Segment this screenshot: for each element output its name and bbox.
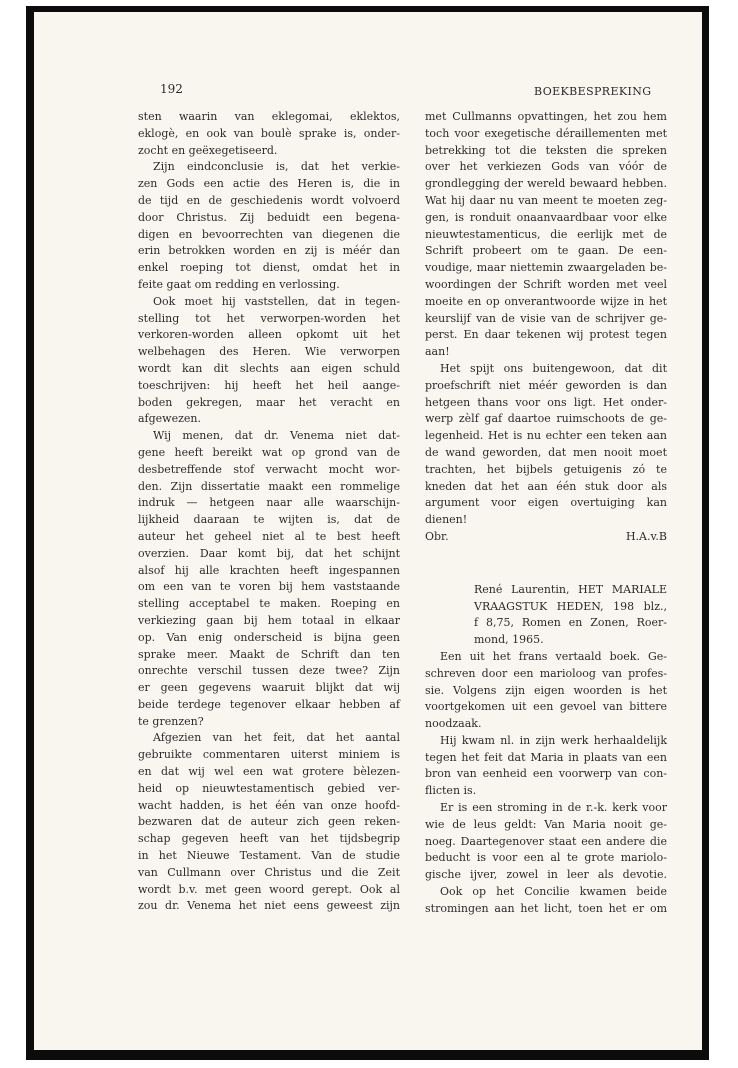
text-line: Ook moet hij vaststellen, dat in tegen- xyxy=(153,294,400,308)
left-column xyxy=(138,109,400,915)
text-line: argument voor eigen overtuiging kan xyxy=(425,496,667,510)
review-heading-line: VRAAGSTUK HEDEN, 198 blz., xyxy=(474,599,667,613)
text-line: noeg. Daartegenover staat een andere die xyxy=(425,834,667,848)
text-line: digen en bevoorrechten van diegenen die xyxy=(138,227,400,241)
right-column xyxy=(425,109,667,918)
text-line: wordt kan dit slechts aan eigen schuld xyxy=(138,361,400,375)
text-line: op. Van enig onderscheid is bijna geen xyxy=(138,630,400,644)
text-line: moeite en op onverantwoorde wijze in het xyxy=(425,294,667,308)
text-line: kneden dat het aan één stuk door als xyxy=(425,479,667,493)
text-line: in het Nieuwe Testament. Van de studie xyxy=(138,849,400,863)
signature-line xyxy=(425,529,667,546)
text-line: grondlegging der wereld bewaard hebben. xyxy=(425,177,667,191)
text-line: lijkheid daaraan te wijten is, dat de xyxy=(138,513,400,527)
text-line: van Cullmann over Christus und die Zeit xyxy=(138,865,400,879)
text-line: flicten is. xyxy=(425,784,477,798)
text-line: indruk — hetgeen naar alle waarschijn- xyxy=(138,496,400,510)
text-line: voudige, maar niettemin zwaargeladen be- xyxy=(425,261,667,275)
text-line: Wij menen, dat dr. Venema niet dat- xyxy=(153,429,400,443)
text-line: erin betrokken worden en zij is méér dan xyxy=(138,244,400,258)
text-line: zou dr. Venema het niet eens geweest zijn xyxy=(138,899,400,913)
text-line: Wat hij daar nu van meent te moeten zeg- xyxy=(425,193,667,207)
text-line: betrekking tot die teksten die spreken xyxy=(425,143,667,157)
text-line: desbetreffende stof verwacht mocht wor- xyxy=(138,462,400,476)
text-line: woordingen der Schrift worden met veel xyxy=(425,277,667,291)
text-line: aan! xyxy=(425,345,450,359)
text-line: legenheid. Het is nu echter een teken aan xyxy=(425,429,667,443)
review-heading-line: mond, 1965. xyxy=(474,633,544,647)
text-line: verkiezing gaan bij hem totaal in elkaar xyxy=(138,613,400,627)
sign-place: Obr. xyxy=(425,529,449,543)
text-line: zocht en geëxegetiseerd. xyxy=(138,143,278,157)
text-line: toeschrijven: hij heeft het heil aange- xyxy=(138,378,400,392)
text-line: eklogè, en ook van boulè sprake is, onder- xyxy=(138,126,400,140)
text-line: te grenzen? xyxy=(138,714,204,728)
text-line: sten waarin van eklegomai, eklektos, xyxy=(138,110,400,123)
review-heading-line: René Laurentin, HET MARIALE xyxy=(474,582,667,596)
text-line: keurslijf van de visie van de schrijver ge- xyxy=(425,311,667,325)
review-heading-line: f 8,75, Romen en Zonen, Roer- xyxy=(474,616,667,630)
running-title: BOEKBESPREKING xyxy=(534,85,652,98)
text-line: Afgezien van het feit, dat het aantal xyxy=(153,731,400,745)
text-line: de tijd en de geschiedenis wordt volvoerd xyxy=(138,193,400,207)
text-line: beide terdege tegenover elkaar hebben af xyxy=(138,697,400,711)
text-line: bron van eenheid een voorwerp van con- xyxy=(425,767,667,781)
text-line: verkoren-worden alleen opkomt uit het xyxy=(138,328,400,342)
text-line: Er is een stroming in de r.-k. kerk voor xyxy=(440,801,667,815)
text-line: alsof hij alle krachten heeft ingespannen xyxy=(138,563,400,577)
sign-initials: H.A.v.B xyxy=(625,529,667,543)
text-line: voortgekomen uit een gevoel van bittere xyxy=(425,700,667,714)
text-line: auteur het geheel niet al te best heeft xyxy=(138,529,400,543)
text-line: over het verkiezen Gods van vóór de xyxy=(425,160,667,174)
text-line: schreven door een marioloog van profes- xyxy=(425,666,667,680)
text-line: Hij kwam nl. in zijn werk herhaaldelijk xyxy=(440,733,667,747)
text-line: onrechte verschil tussen deze twee? Zijn xyxy=(138,664,400,678)
text-line: en dat wij wel een wat grotere bèlezen- xyxy=(138,765,400,779)
text-line: gen, is ronduit onaanvaardbaar voor elke xyxy=(425,210,667,224)
text-line: overzien. Daar komt bij, dat het schijnt xyxy=(138,546,400,560)
text-line: gebruikte commentaren uiterst miniem is xyxy=(138,748,400,762)
text-line: met Cullmanns opvattingen, het zou hem xyxy=(425,110,667,123)
text-line: dienen! xyxy=(425,513,468,527)
text-line: stelling acceptabel te maken. Roeping en xyxy=(138,597,400,611)
text-line: schap gegeven heeft van het tijdsbegrip xyxy=(138,832,400,846)
text-line: trachten, het bijbels getuigenis zó te xyxy=(425,462,667,476)
text-line: wie de leus geldt: Van Maria nooit ge- xyxy=(425,817,667,831)
text-line: tegen het feit dat Maria in plaats van een xyxy=(425,750,667,764)
text-line: Schrift probeert om te gaan. De een- xyxy=(425,244,667,258)
text-line: afgewezen. xyxy=(138,412,201,426)
text-line: toch voor exegetische déraillementen met xyxy=(425,126,667,140)
text-line: boden gekregen, maar het veracht en xyxy=(138,395,400,409)
text-line: enkel roeping tot dienst, omdat het in xyxy=(138,261,400,275)
text-line: zen Gods een actie des Heren is, die in xyxy=(138,177,400,191)
text-line: feite gaat om redding en verlossing. xyxy=(138,277,340,291)
text-line: wordt b.v. met geen woord gerept. Ook al xyxy=(138,882,400,896)
text-line: door Christus. Zij beduidt een begena- xyxy=(138,210,400,224)
text-line: sprake meer. Maakt de Schrift dan ten xyxy=(138,647,400,661)
text-line: wacht hadden, is het één van onze hoofd- xyxy=(138,798,400,812)
text-line: om een van te voren bij hem vaststaande xyxy=(138,580,400,594)
text-line: Ook op het Concilie kwamen beide xyxy=(440,885,667,899)
text-line: Een uit het frans vertaald boek. Ge- xyxy=(440,649,667,663)
text-line: nieuwtestamenticus, die eerlijk met de xyxy=(425,227,667,241)
text-line: perst. En daar tekenen wij protest tegen xyxy=(425,328,667,342)
text-line: hetgeen thans voor ons ligt. Het onder- xyxy=(425,395,667,409)
text-line: de wand geworden, dat men nooit moet xyxy=(425,445,667,459)
text-line: stelling tot het verworpen-worden het xyxy=(138,311,400,325)
text-line: gene heeft bereikt wat op grond van de xyxy=(138,445,400,459)
text-line: sie. Volgens zijn eigen woorden is het xyxy=(425,683,667,697)
text-line: welbehagen des Heren. Wie verworpen xyxy=(138,345,400,359)
text-line: bezwaren dat de auteur zich geen reken- xyxy=(138,815,400,829)
text-line: beducht is voor een al te grote mariolo- xyxy=(425,851,667,865)
text-line: noodzaak. xyxy=(425,717,482,731)
text-line: gische ijver, zowel in leer als devotie. xyxy=(425,868,667,882)
text-line: er geen gegevens waaruit blijkt dat wij xyxy=(138,681,400,695)
page-number: 192 xyxy=(160,82,183,96)
text-line: Zijn eindconclusie is, dat het verkie- xyxy=(153,160,400,174)
text-line: heid op nieuwtestamentisch gebied ver- xyxy=(138,781,400,795)
text-line: den. Zijn dissertatie maakt een rommelige xyxy=(138,479,400,493)
text-line: proefschrift niet méér geworden is dan xyxy=(425,378,667,392)
text-line: werp zèlf gaf daartoe ruimschoots de ge- xyxy=(425,412,667,426)
text-line: Het spijt ons buitengewoon, dat dit xyxy=(440,361,667,375)
text-line: stromingen aan het licht, toen het er om xyxy=(425,901,667,915)
